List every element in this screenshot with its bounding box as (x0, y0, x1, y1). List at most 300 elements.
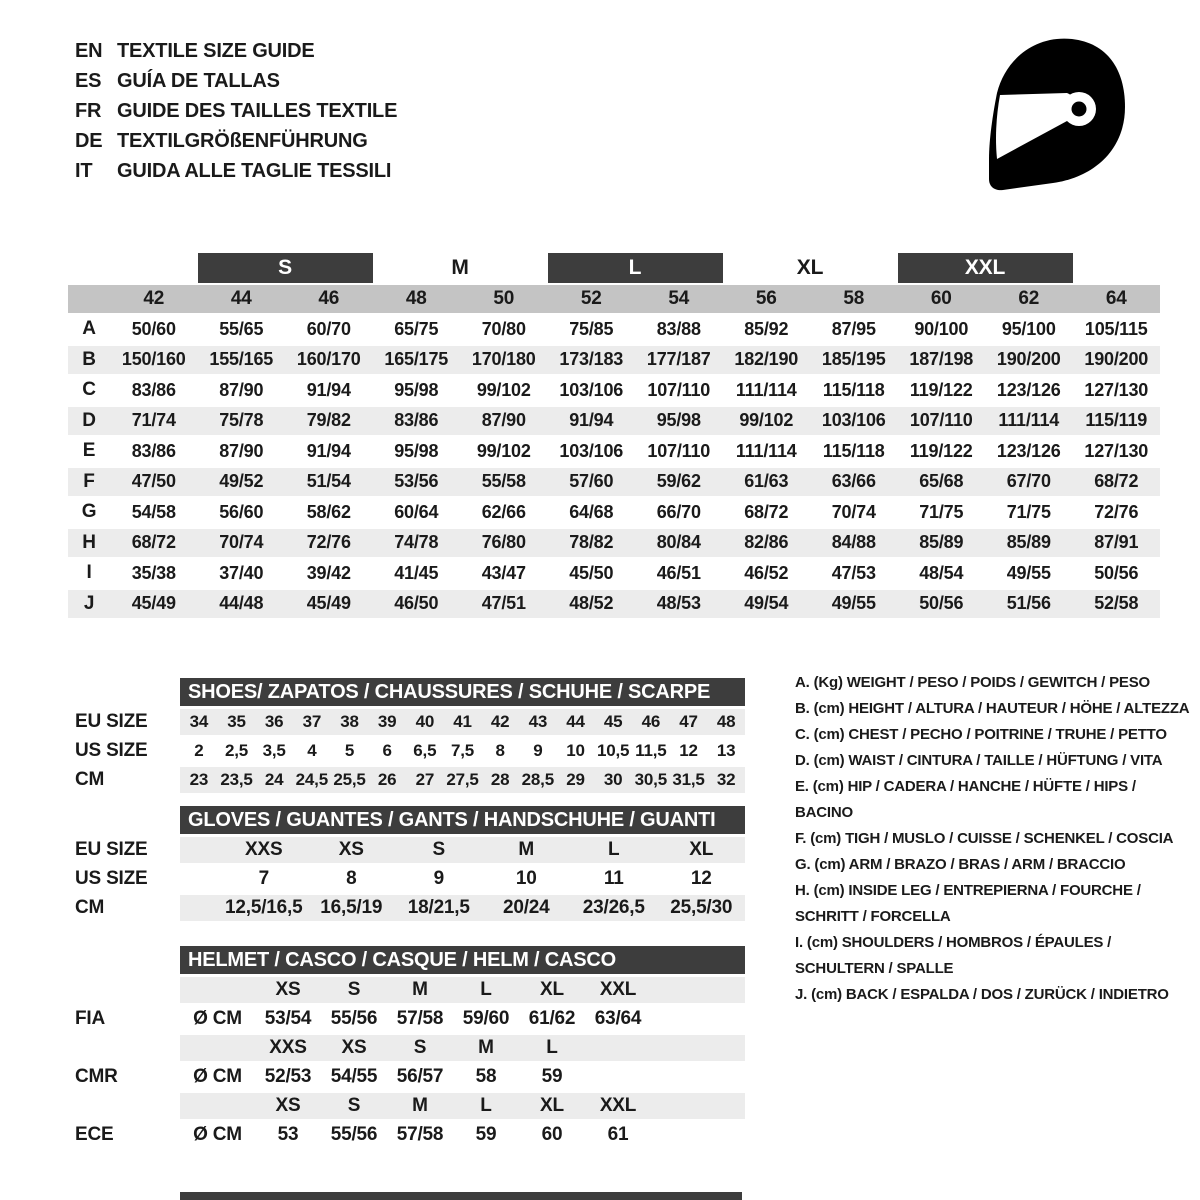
row-label: ECE (75, 1124, 114, 1145)
size-value-cell: 83/86 (131, 379, 176, 400)
gloves-row (75, 837, 745, 863)
shoe-size-cell: 27 (415, 770, 435, 789)
shoes-header (180, 678, 745, 706)
shoe-size-cell: 43 (528, 712, 548, 731)
helmet-size-cell: 63/64 (594, 1008, 642, 1029)
size-value-cell: 57/60 (569, 471, 614, 491)
size-value-cell: 53/56 (394, 471, 439, 491)
size-group-l: L (548, 253, 723, 283)
size-value-cell: 62/66 (481, 501, 526, 522)
table-row (68, 346, 1160, 374)
size-value-cell: 115/118 (822, 440, 885, 461)
row-letter: C (82, 379, 96, 400)
helmet-size-cell: 57/58 (396, 1008, 444, 1029)
shoe-size-cell: 2,5 (224, 741, 249, 760)
helmet-size-cell: M (412, 979, 428, 1000)
shoe-size-cell: 6 (382, 741, 392, 760)
row-label: EU SIZE (75, 839, 148, 860)
glove-size-cell: 12 (690, 868, 712, 889)
glove-size-cell: XXS (245, 839, 283, 860)
shoe-size-cell: 42 (490, 712, 510, 731)
size-value-cell: 111/114 (735, 440, 797, 461)
size-number-cell: 60 (930, 288, 952, 309)
helmet-size-cell: XS (341, 1037, 367, 1058)
language-title: GUIDE DES TAILLES TEXTILE (117, 99, 398, 122)
size-value-cell: 55/58 (481, 471, 526, 491)
helmet-size-cell: M (478, 1037, 494, 1058)
shoe-size-cell: 11,5 (635, 741, 667, 760)
row-letter: D (82, 409, 96, 431)
table-row (68, 529, 1160, 557)
glove-size-cell: XL (689, 839, 714, 860)
size-value-cell: 115/119 (1085, 410, 1148, 430)
size-value-cell: 155/165 (209, 349, 274, 369)
shoe-size-cell: 12 (679, 741, 698, 760)
shoe-size-cell: 6,5 (413, 741, 437, 760)
row-letter: H (82, 531, 96, 553)
size-value-cell: 60/64 (394, 501, 439, 522)
helmet-size-cell: 54/55 (330, 1066, 378, 1087)
size-number-row (68, 285, 1160, 313)
shoe-size-cell: 5 (344, 741, 355, 760)
legend-item: H. (cm) INSIDE LEG / ENTREPIERNA / FOURCHE / SCHRITT / FORCELLA (795, 882, 1141, 925)
legend-item: I. (cm) SHOULDERS / HOMBROS / ÉPAULES / SCHULTERN / SPALLE (795, 934, 1112, 977)
shoe-size-cell: 28 (490, 770, 510, 789)
size-value-cell: 51/54 (306, 471, 351, 491)
size-value-cell: 115/118 (822, 379, 885, 400)
helmet-values (180, 1006, 745, 1032)
glove-size-cell: 10 (515, 868, 537, 889)
size-value-cell: 160/170 (296, 349, 361, 369)
shoe-size-cell: 2 (194, 741, 204, 760)
shoe-size-cell: 30 (603, 770, 623, 789)
size-value-cell: 85/89 (1006, 532, 1051, 552)
glove-size-cell: 20/24 (502, 897, 550, 918)
shoe-size-cell: 10,5 (597, 741, 630, 760)
shoe-size-cell: 24 (264, 770, 284, 789)
helmet-size-cell: L (546, 1037, 558, 1058)
size-value-cell: 50/60 (131, 318, 176, 339)
shoe-size-cell: 32 (716, 770, 736, 789)
legend-item: A. (Kg) WEIGHT / PESO / POIDS / GEWITCH / PESO (795, 674, 1150, 691)
legend-item: D. (cm) WAIST / CINTURA / TAILLE / HÜFTUNG / VITA (795, 752, 1163, 769)
shoe-size-cell: 34 (189, 712, 209, 731)
size-value-cell: 50/56 (1094, 562, 1139, 583)
size-value-cell: 45/49 (306, 593, 351, 613)
size-value-cell: 84/88 (831, 532, 876, 552)
language-row (75, 96, 397, 126)
row-letter: G (81, 501, 97, 522)
language-code: DE (75, 129, 103, 152)
size-group-s: S (198, 253, 373, 283)
helmet-size-cell: 59/60 (462, 1008, 510, 1029)
table-row (68, 376, 1160, 404)
size-value-cell: 47/50 (131, 471, 176, 491)
helmet-size-cell (585, 1035, 651, 1061)
diameter-unit-label (180, 1093, 255, 1119)
language-title: TEXTILGRÖßENFÜHRUNG (117, 129, 368, 152)
shoe-size-cell: 29 (566, 770, 585, 789)
size-value-cell: 46/52 (744, 562, 789, 583)
language-code: IT (75, 159, 93, 182)
shoe-size-cell: 27,5 (446, 770, 479, 789)
size-value-cell: 82/86 (744, 532, 789, 552)
size-value-cell: 182/190 (734, 349, 799, 369)
size-value-cell: 72/76 (306, 532, 351, 552)
cut-off-section-bar (180, 1192, 742, 1200)
glove-size-cell: 23/26,5 (582, 897, 645, 918)
size-value-cell: 58/62 (306, 501, 351, 522)
helmet-size-cell: 52/53 (264, 1066, 312, 1087)
diameter-unit-label (180, 977, 255, 1003)
row-label: US SIZE (75, 868, 148, 889)
size-value-cell: 68/72 (131, 532, 176, 552)
helmet-size-cell: 61/62 (528, 1008, 576, 1029)
shoe-size-cell: 46 (641, 712, 661, 731)
helmet-row (75, 977, 745, 1003)
size-value-cell: 48/52 (569, 593, 614, 613)
size-value-cell: 173/183 (559, 349, 624, 369)
language-code: ES (75, 69, 102, 92)
shoe-size-cell: 28,5 (521, 770, 554, 789)
size-value-cell: 91/94 (306, 379, 351, 400)
size-value-cell: 103/106 (559, 440, 624, 461)
size-group-header-row (68, 253, 1160, 283)
size-value-cell: 87/90 (219, 440, 264, 461)
helmet-size-cell: 55/56 (330, 1124, 378, 1145)
shoes-title: SHOES/ ZAPATOS / CHAUSSURES / SCHUHE / SCARPE (188, 680, 711, 703)
helmet-values (180, 977, 745, 1003)
size-value-cell: 105/115 (1084, 318, 1148, 339)
shoe-size-cell: 31,5 (672, 770, 705, 789)
table-row (68, 437, 1160, 465)
helmet-rows (75, 977, 745, 1148)
size-value-cell: 71/75 (919, 501, 964, 522)
shoe-size-cell: 35 (227, 712, 246, 731)
size-value-cell: 47/53 (831, 562, 876, 583)
helmet-size-cell: 53 (277, 1124, 299, 1145)
table-row (68, 590, 1160, 618)
size-value-cell: 48/53 (656, 593, 701, 613)
helmet-section (75, 946, 745, 1148)
helmet-row (75, 1006, 745, 1032)
shoe-size-cell: 23 (189, 770, 209, 789)
helmet-row (75, 1035, 745, 1061)
gloves-title: GLOVES / GUANTES / GANTS / HANDSCHUHE / GUANTI (188, 808, 716, 831)
size-number-cell: 58 (843, 288, 865, 309)
shoes-row (75, 738, 745, 764)
size-value-cell: 64/68 (569, 501, 614, 522)
helmet-size-cell: S (347, 979, 361, 1000)
size-value-cell: 60/70 (306, 318, 351, 339)
helmet-row (75, 1093, 745, 1119)
size-value-cell: 85/89 (919, 532, 964, 552)
shoe-size-cell: 39 (377, 712, 397, 731)
row-letter: B (82, 348, 96, 370)
size-value-cell: 49/54 (744, 593, 789, 613)
size-value-cell: 85/92 (744, 318, 789, 339)
size-number-cell: 46 (318, 288, 340, 309)
helmet-size-cell: M (412, 1095, 428, 1116)
size-value-cell: 95/98 (394, 379, 439, 400)
size-value-cell: 127/130 (1084, 440, 1149, 461)
size-value-cell: 43/47 (481, 562, 526, 583)
size-value-cell: 127/130 (1084, 379, 1149, 400)
diameter-unit-label (180, 1035, 255, 1061)
size-value-cell: 75/78 (219, 410, 264, 430)
legend-item: B. (cm) HEIGHT / ALTURA / HAUTEUR / HÖHE / ALTEZZA (795, 700, 1190, 717)
size-value-cell: 83/86 (394, 410, 439, 430)
shoe-size-cell: 30,5 (634, 770, 667, 789)
size-value-cell: 111/114 (998, 410, 1060, 430)
size-value-cell: 87/91 (1094, 532, 1139, 552)
size-value-cell: 107/110 (647, 440, 711, 461)
row-label: FIA (75, 1008, 106, 1029)
textile-size-table (68, 253, 1160, 620)
helmet-size-cell (585, 1064, 651, 1090)
language-title: TEXTILE SIZE GUIDE (117, 39, 315, 62)
helmet-size-cell: 61 (607, 1124, 629, 1145)
shoe-size-cell: 13 (716, 741, 736, 760)
shoe-size-cell: 24,5 (295, 770, 328, 789)
size-number-cell: 48 (405, 288, 427, 309)
language-row (75, 126, 397, 156)
language-title: GUÍA DE TALLAS (117, 69, 280, 92)
size-value-cell: 71/74 (131, 410, 176, 430)
row-letter: J (83, 592, 95, 614)
size-value-cell: 87/90 (219, 379, 264, 400)
shoes-values (180, 738, 745, 764)
size-value-cell: 49/52 (219, 471, 264, 491)
size-number-cell: 64 (1105, 288, 1127, 309)
helmet-values (180, 1122, 745, 1148)
legend-item: E. (cm) HIP / CADERA / HANCHE / HÜFTE / HIPS / BACINO (795, 778, 1136, 821)
measurement-legend (795, 670, 1195, 1008)
legend-item: G. (cm) ARM / BRAZO / BRAS / ARM / BRACCIO (795, 856, 1126, 873)
shoe-size-cell: 47 (679, 712, 698, 731)
size-value-cell: 35/38 (131, 562, 176, 583)
size-value-cell: 79/82 (306, 410, 351, 430)
size-value-cell: 74/78 (394, 532, 439, 552)
helmet-row (75, 1122, 745, 1148)
shoes-rows (75, 709, 745, 793)
size-number-cell: 44 (230, 288, 252, 309)
glove-size-cell: M (518, 839, 535, 860)
table-row (68, 315, 1160, 343)
shoe-size-cell: 8 (495, 741, 505, 760)
helmet-title: HELMET / CASCO / CASQUE / HELM / CASCO (188, 948, 616, 971)
size-value-cell: 185/195 (821, 349, 886, 369)
shoe-size-cell: 37 (302, 712, 322, 731)
legend-item: C. (cm) CHEST / PECHO / POITRINE / TRUHE / PETTO (795, 726, 1167, 743)
size-value-cell: 54/58 (131, 501, 176, 522)
size-value-cell: 46/50 (394, 593, 439, 613)
helmet-row (75, 1064, 745, 1090)
size-value-cell: 78/82 (569, 532, 614, 552)
table-row (68, 498, 1160, 526)
size-value-cell: 44/48 (219, 593, 264, 613)
size-value-cell: 50/56 (919, 593, 964, 613)
helmet-size-cell: 59 (475, 1124, 497, 1145)
size-value-cell: 187/198 (909, 349, 974, 369)
shoe-size-cell: 38 (340, 712, 359, 731)
size-value-cell: 99/102 (739, 410, 794, 430)
size-value-cell: 123/126 (996, 440, 1061, 461)
language-list (75, 36, 397, 186)
size-value-cell: 99/102 (476, 379, 531, 400)
row-letter: E (82, 440, 96, 461)
glove-size-cell: 8 (346, 868, 357, 889)
size-value-cell: 87/95 (831, 318, 876, 339)
gloves-values (180, 895, 745, 921)
size-value-cell: 37/40 (219, 562, 264, 583)
gloves-values (180, 866, 745, 892)
size-value-cell: 67/70 (1006, 471, 1051, 491)
size-value-cell: 71/75 (1006, 501, 1051, 522)
size-value-cell: 61/63 (744, 471, 789, 491)
size-value-cell: 90/100 (914, 318, 969, 339)
helmet-size-cell: 53/54 (264, 1008, 312, 1029)
shoe-size-cell: 40 (415, 712, 435, 731)
size-group-m: M (451, 256, 469, 279)
table-row (68, 407, 1160, 435)
shoe-size-cell: 23,5 (220, 770, 253, 789)
row-label: US SIZE (75, 740, 148, 761)
size-value-cell: 65/75 (394, 318, 439, 339)
size-value-cell: 91/94 (306, 440, 351, 461)
size-value-cell: 150/160 (121, 349, 186, 369)
row-label: CMR (75, 1066, 118, 1087)
row-letter: I (86, 562, 92, 583)
size-group-xl: XL (796, 256, 824, 279)
size-value-cell: 45/50 (569, 562, 614, 583)
size-value-cell: 95/98 (394, 440, 439, 461)
size-value-cell: 65/68 (919, 471, 964, 491)
size-value-cell: 52/58 (1094, 593, 1139, 613)
size-value-cell: 49/55 (1006, 562, 1051, 583)
helmet-size-cell: XXL (599, 979, 637, 1000)
language-code: FR (75, 99, 102, 122)
language-row (75, 156, 397, 186)
helmet-size-cell: 55/56 (330, 1008, 378, 1029)
size-value-cell: 63/66 (831, 471, 876, 491)
size-value-cell: 87/90 (481, 410, 526, 430)
size-value-cell: 56/60 (219, 501, 264, 522)
shoe-size-cell: 41 (453, 712, 472, 731)
shoe-size-cell: 36 (264, 712, 284, 731)
size-value-cell: 66/70 (656, 501, 701, 522)
helmet-size-cell: 58 (475, 1066, 497, 1087)
row-letter: F (83, 470, 95, 492)
row-label (75, 1093, 180, 1119)
helmet-size-cell: XS (275, 979, 301, 1000)
shoes-row (75, 709, 745, 735)
helmet-size-cell: L (480, 979, 492, 1000)
size-value-cell: 45/49 (131, 593, 176, 613)
glove-size-cell: L (608, 839, 620, 860)
helmet-size-cell: L (480, 1095, 492, 1116)
shoe-size-cell: 9 (533, 741, 543, 760)
size-value-cell: 75/85 (569, 318, 614, 339)
gloves-row (75, 866, 745, 892)
helmet-size-cell: XXS (269, 1037, 307, 1058)
language-row (75, 36, 397, 66)
helmet-size-cell: XXL (599, 1095, 637, 1116)
size-value-cell: 170/180 (471, 349, 536, 369)
size-value-cell: 51/56 (1006, 593, 1051, 613)
glove-size-cell: S (432, 839, 445, 860)
size-value-cell: 190/200 (1084, 349, 1149, 369)
legend-item: F. (cm) TIGH / MUSLO / CUISSE / SCHENKEL / COSCIA (795, 830, 1174, 847)
racing-helmet-icon (975, 33, 1135, 195)
glove-size-cell: 12,5/16,5 (225, 897, 303, 918)
language-title: GUIDA ALLE TAGLIE TESSILI (117, 159, 392, 182)
helmet-values (180, 1035, 745, 1061)
size-value-cell: 95/98 (656, 410, 701, 430)
glove-size-cell: 25,5/30 (670, 897, 733, 918)
helmet-size-cell: XL (540, 1095, 564, 1116)
shoe-size-cell: 10 (566, 741, 585, 760)
empty-cell (68, 285, 110, 313)
size-value-cell: 39/42 (306, 562, 351, 583)
diameter-unit-label: Ø CM (193, 1008, 242, 1029)
size-value-cell: 83/86 (131, 440, 176, 461)
row-label: CM (75, 769, 105, 790)
size-value-cell: 95/100 (1001, 318, 1056, 339)
glove-size-cell: 11 (603, 868, 624, 889)
helmet-size-cell: XS (275, 1095, 301, 1116)
table-row (68, 559, 1160, 587)
size-value-cell: 70/74 (219, 532, 264, 552)
size-value-cell: 48/54 (919, 562, 964, 583)
language-code: EN (75, 39, 103, 62)
size-number-cell: 52 (580, 288, 602, 309)
size-value-cell: 41/45 (394, 562, 439, 583)
size-value-cell: 177/187 (646, 349, 711, 369)
size-value-cell: 49/55 (831, 593, 876, 613)
helmet-size-cell: S (413, 1037, 427, 1058)
shoe-size-cell: 48 (716, 712, 736, 731)
helmet-size-cell: 57/58 (396, 1124, 444, 1145)
size-value-cell: 103/106 (559, 379, 624, 400)
size-value-cell: 55/65 (219, 318, 264, 339)
glove-size-cell: 16,5/19 (320, 897, 383, 918)
size-number-cell: 56 (755, 288, 777, 309)
shoes-section (75, 678, 745, 793)
size-value-cell: 68/72 (744, 501, 789, 522)
gloves-row (75, 895, 745, 921)
size-value-cell: 47/51 (481, 593, 526, 613)
shoe-size-cell: 45 (603, 712, 623, 731)
size-number-cell: 62 (1018, 288, 1040, 309)
size-value-cell: 107/110 (647, 379, 711, 400)
table-row (68, 468, 1160, 496)
row-label: EU SIZE (75, 711, 148, 732)
size-value-cell: 165/175 (384, 349, 449, 369)
size-value-cell: 111/114 (735, 379, 797, 400)
gloves-rows (75, 837, 745, 921)
row-label (75, 1035, 180, 1061)
row-letter: A (82, 318, 96, 339)
gloves-header (180, 806, 745, 834)
size-value-cell: 123/126 (996, 379, 1061, 400)
diameter-unit-label: Ø CM (193, 1066, 242, 1087)
shoe-size-cell: 26 (377, 770, 397, 789)
gloves-section (75, 806, 745, 921)
helmet-values (180, 1093, 745, 1119)
gloves-values (180, 837, 745, 863)
size-value-cell: 46/51 (656, 562, 701, 583)
